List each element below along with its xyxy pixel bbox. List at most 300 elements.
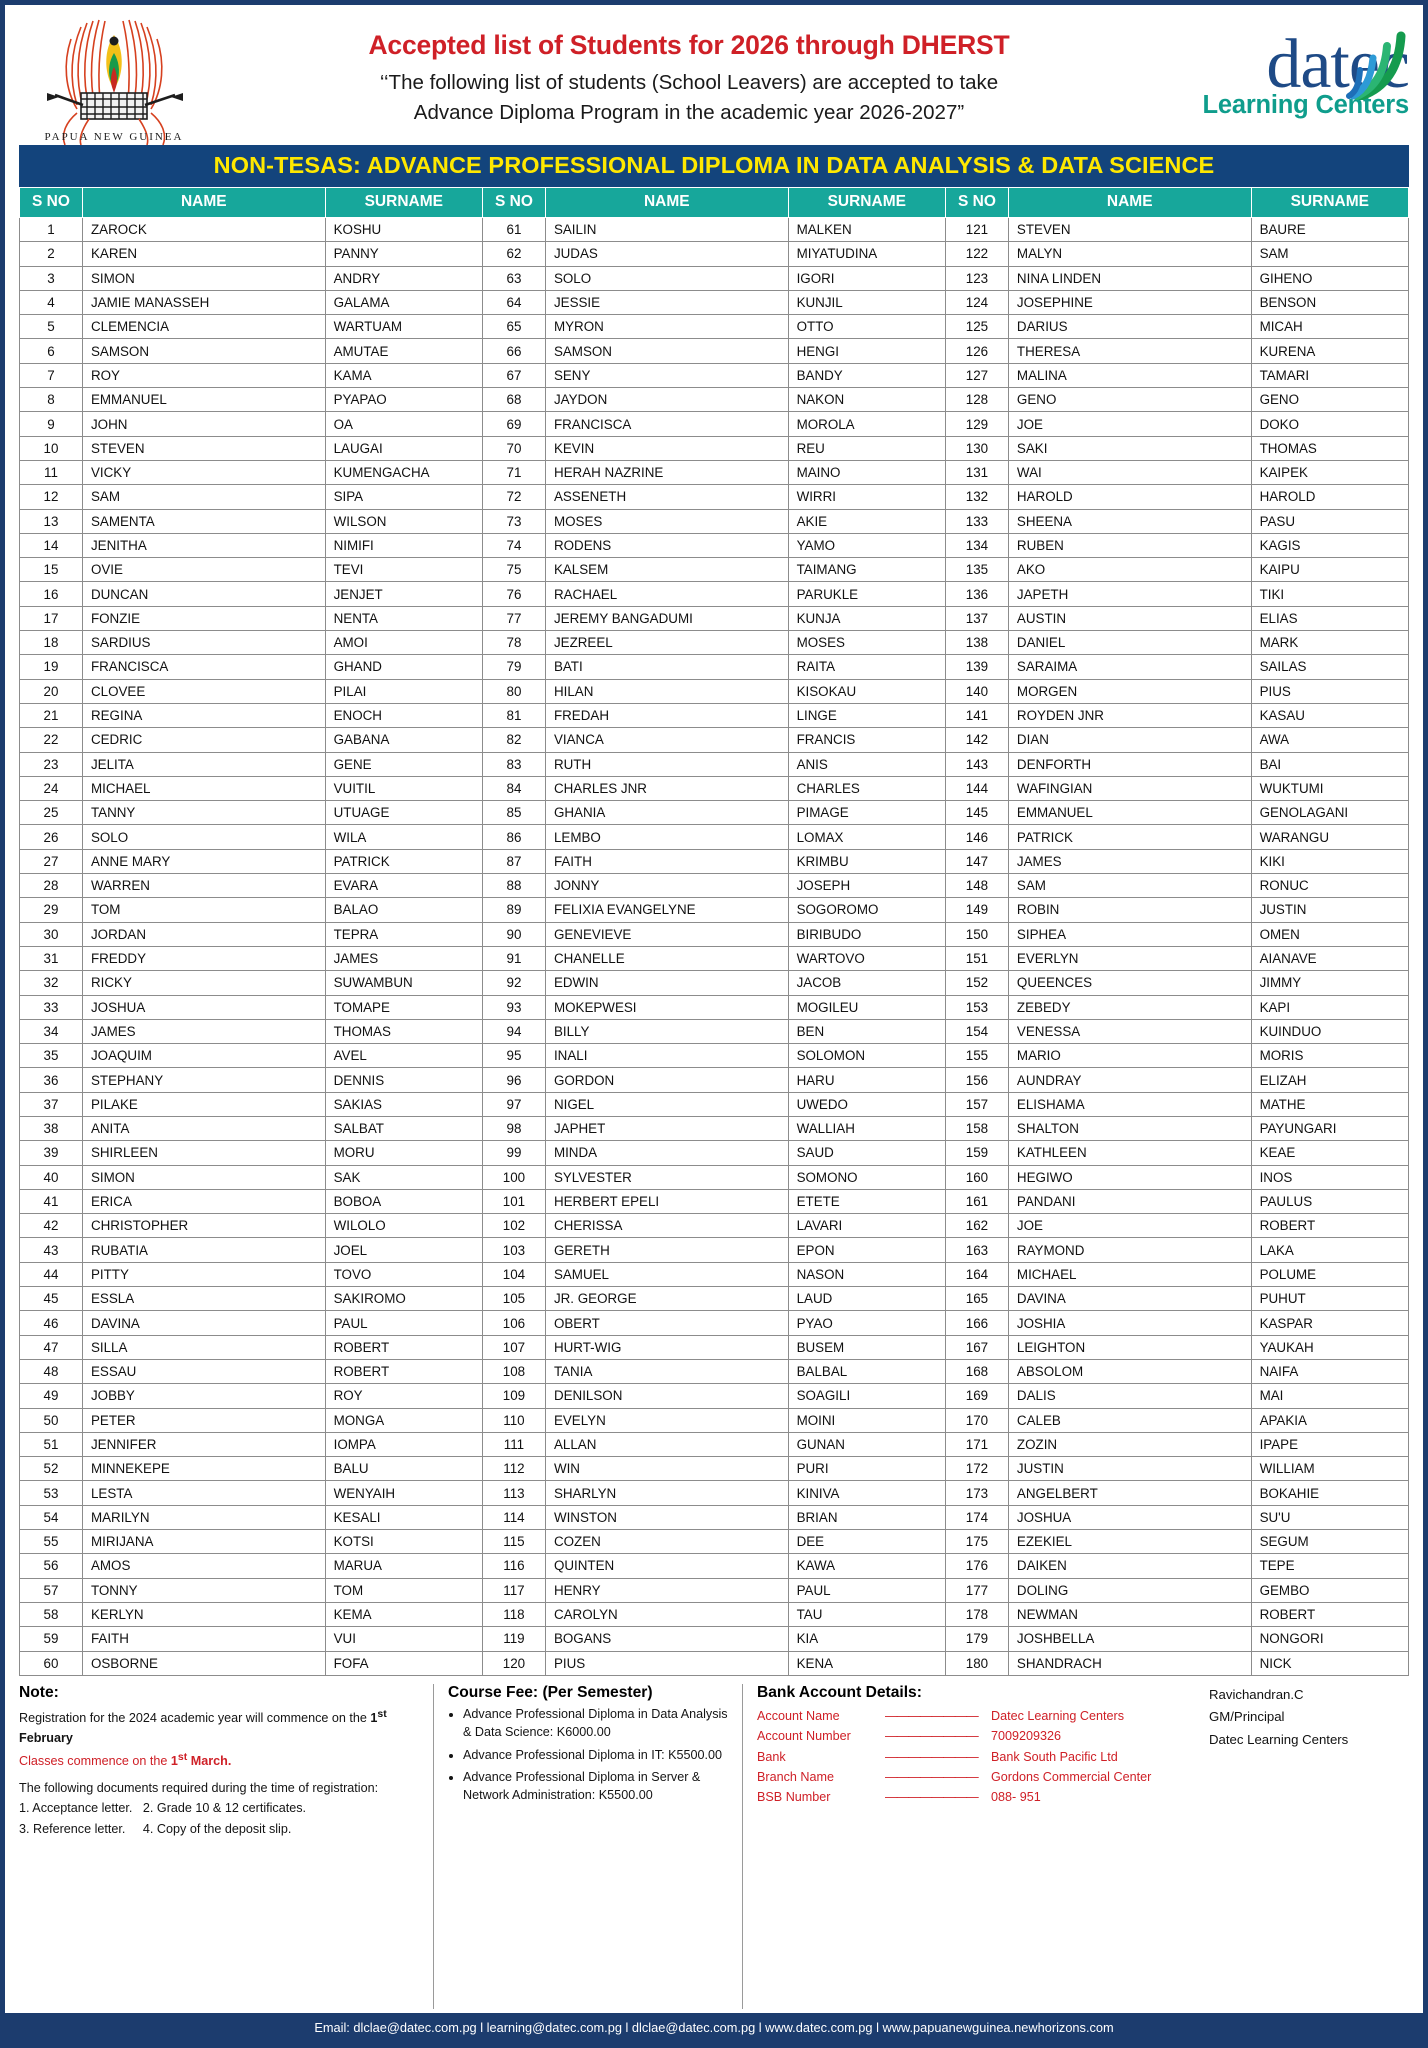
cell-sno: 160 bbox=[945, 1165, 1008, 1189]
roster-section bbox=[5, 145, 1423, 1676]
cell-sno: 33 bbox=[20, 995, 83, 1019]
cell-name: HEGIWO bbox=[1008, 1165, 1251, 1189]
cell-name: SIMON bbox=[82, 1165, 325, 1189]
table-row bbox=[20, 1141, 1409, 1165]
course-fee-list bbox=[448, 1706, 728, 1805]
table-row bbox=[20, 582, 1409, 606]
column-header-3: S NO bbox=[482, 188, 545, 218]
cell-sno: 167 bbox=[945, 1335, 1008, 1359]
cell-name: MOKEPWESI bbox=[545, 995, 788, 1019]
cell-sno: 43 bbox=[20, 1238, 83, 1262]
cell-name: SYLVESTER bbox=[545, 1165, 788, 1189]
column-header-0: S NO bbox=[20, 188, 83, 218]
cell-sno: 126 bbox=[945, 339, 1008, 363]
table-row bbox=[20, 1384, 1409, 1408]
cell-surname: ENOCH bbox=[325, 703, 482, 727]
cell-surname: TAIMANG bbox=[788, 558, 945, 582]
cell-surname: KINIVA bbox=[788, 1481, 945, 1505]
note-reg-text-b: February bbox=[19, 1730, 73, 1745]
cell-name: RUBEN bbox=[1008, 533, 1251, 557]
cell-surname: ROBERT bbox=[1251, 1602, 1408, 1626]
cell-sno: 124 bbox=[945, 290, 1008, 314]
table-row bbox=[20, 971, 1409, 995]
table-body bbox=[20, 218, 1409, 1676]
cell-surname: NIMIFI bbox=[325, 533, 482, 557]
cell-sno: 92 bbox=[482, 971, 545, 995]
cell-name: LEIGHTON bbox=[1008, 1335, 1251, 1359]
cell-sno: 86 bbox=[482, 825, 545, 849]
cell-sno: 109 bbox=[482, 1384, 545, 1408]
cell-surname: MORIS bbox=[1251, 1044, 1408, 1068]
cell-surname: ANIS bbox=[788, 752, 945, 776]
cell-sno: 6 bbox=[20, 339, 83, 363]
cell-surname: MOROLA bbox=[788, 412, 945, 436]
cell-name: MALYN bbox=[1008, 242, 1251, 266]
cell-name: ALLAN bbox=[545, 1432, 788, 1456]
cell-surname: KIKI bbox=[1251, 849, 1408, 873]
cell-name: AKO bbox=[1008, 558, 1251, 582]
note-reg-ordinal-suffix: st bbox=[377, 1707, 387, 1720]
cell-sno: 114 bbox=[482, 1505, 545, 1529]
column-header-5: SURNAME bbox=[788, 188, 945, 218]
cell-surname: KUNJA bbox=[788, 606, 945, 630]
bank-detail-row-0 bbox=[757, 1706, 1187, 1726]
cell-surname: FOFA bbox=[325, 1651, 482, 1675]
contact-bar: Email: dlclae@datec.com.pg l learning@datec.com.pg l dlclae@datec.com.pg l www.datec.com.pg l www.papuanewguinea.newhorizons.com bbox=[5, 2013, 1423, 2043]
cell-sno: 80 bbox=[482, 679, 545, 703]
cell-name: JUSTIN bbox=[1008, 1457, 1251, 1481]
cell-surname: SIPA bbox=[325, 485, 482, 509]
cell-name: KEVIN bbox=[545, 436, 788, 460]
bank-detail-label: Account Name bbox=[757, 1708, 840, 1723]
cell-surname: LAKA bbox=[1251, 1238, 1408, 1262]
cell-sno: 147 bbox=[945, 849, 1008, 873]
cell-surname: SEGUM bbox=[1251, 1530, 1408, 1554]
cell-name: RUTH bbox=[545, 752, 788, 776]
cell-name: FRANCISCA bbox=[545, 412, 788, 436]
cell-surname: NONGORI bbox=[1251, 1627, 1408, 1651]
cell-name: MYRON bbox=[545, 315, 788, 339]
table-row bbox=[20, 631, 1409, 655]
cell-sno: 137 bbox=[945, 606, 1008, 630]
table-row bbox=[20, 801, 1409, 825]
cell-surname: WILOLO bbox=[325, 1214, 482, 1238]
cell-surname: AVEL bbox=[325, 1044, 482, 1068]
cell-name: HENRY bbox=[545, 1578, 788, 1602]
cell-surname: HARU bbox=[788, 1068, 945, 1092]
cell-name: MINDA bbox=[545, 1141, 788, 1165]
cell-surname: IOMPA bbox=[325, 1432, 482, 1456]
table-row bbox=[20, 752, 1409, 776]
cell-surname: HAROLD bbox=[1251, 485, 1408, 509]
table-row bbox=[20, 1287, 1409, 1311]
cell-name: DIAN bbox=[1008, 728, 1251, 752]
cell-surname: KURENA bbox=[1251, 339, 1408, 363]
cell-surname: WILLIAM bbox=[1251, 1457, 1408, 1481]
cell-name: TOM bbox=[82, 898, 325, 922]
cell-sno: 113 bbox=[482, 1481, 545, 1505]
cell-surname: YAMO bbox=[788, 533, 945, 557]
cell-sno: 45 bbox=[20, 1287, 83, 1311]
cell-sno: 100 bbox=[482, 1165, 545, 1189]
cell-surname: KUINDUO bbox=[1251, 1019, 1408, 1043]
table-row bbox=[20, 849, 1409, 873]
cell-name: SHEENA bbox=[1008, 509, 1251, 533]
cell-surname: DEE bbox=[788, 1530, 945, 1554]
cell-surname: LAVARI bbox=[788, 1214, 945, 1238]
cell-sno: 91 bbox=[482, 946, 545, 970]
cell-sno: 159 bbox=[945, 1141, 1008, 1165]
cell-name: OVIE bbox=[82, 558, 325, 582]
cell-sno: 63 bbox=[482, 266, 545, 290]
cell-surname: NICK bbox=[1251, 1651, 1408, 1675]
cell-sno: 61 bbox=[482, 218, 545, 242]
cell-name: JEREMY BANGADUMI bbox=[545, 606, 788, 630]
cell-surname: ROBERT bbox=[1251, 1214, 1408, 1238]
note-doc-4: 4. Copy of the deposit slip. bbox=[142, 1821, 292, 1836]
cell-name: JUDAS bbox=[545, 242, 788, 266]
cell-name: ROY bbox=[82, 363, 325, 387]
program-band-title: NON-TESAS: ADVANCE PROFESSIONAL DIPLOMA IN DATA ANALYSIS & DATA SCIENCE bbox=[19, 145, 1409, 187]
cell-surname: MOSES bbox=[788, 631, 945, 655]
cell-surname: TEPRA bbox=[325, 922, 482, 946]
cell-sno: 54 bbox=[20, 1505, 83, 1529]
bank-details-column bbox=[742, 1684, 1201, 2009]
cell-name: ASSENETH bbox=[545, 485, 788, 509]
cell-sno: 155 bbox=[945, 1044, 1008, 1068]
cell-sno: 70 bbox=[482, 436, 545, 460]
cell-surname: SAM bbox=[1251, 242, 1408, 266]
cell-name: CALEB bbox=[1008, 1408, 1251, 1432]
cell-sno: 67 bbox=[482, 363, 545, 387]
cell-surname: POLUME bbox=[1251, 1262, 1408, 1286]
cell-surname: PURI bbox=[788, 1457, 945, 1481]
cell-surname: TOMAPE bbox=[325, 995, 482, 1019]
cell-name: MALINA bbox=[1008, 363, 1251, 387]
cell-surname: SALBAT bbox=[325, 1116, 482, 1140]
bank-detail-value: Bank South Pacific Ltd bbox=[991, 1749, 1118, 1764]
cell-name: PETER bbox=[82, 1408, 325, 1432]
cell-name: EDWIN bbox=[545, 971, 788, 995]
cell-sno: 120 bbox=[482, 1651, 545, 1675]
cell-sno: 111 bbox=[482, 1432, 545, 1456]
cell-name: SAMSON bbox=[545, 339, 788, 363]
cell-surname: EVARA bbox=[325, 874, 482, 898]
note-doc-2: 2. Grade 10 & 12 certificates. bbox=[142, 1801, 307, 1816]
cell-name: GORDON bbox=[545, 1068, 788, 1092]
cell-name: SHIRLEEN bbox=[82, 1141, 325, 1165]
cell-name: SOLO bbox=[545, 266, 788, 290]
cell-sno: 30 bbox=[20, 922, 83, 946]
cell-surname: PYAPAO bbox=[325, 388, 482, 412]
note-classes-line bbox=[19, 1749, 419, 1772]
cell-sno: 165 bbox=[945, 1287, 1008, 1311]
cell-sno: 164 bbox=[945, 1262, 1008, 1286]
cell-surname: APAKIA bbox=[1251, 1408, 1408, 1432]
cell-surname: TOVO bbox=[325, 1262, 482, 1286]
cell-name: CLOVEE bbox=[82, 679, 325, 703]
cell-name: FAITH bbox=[545, 849, 788, 873]
cell-sno: 105 bbox=[482, 1287, 545, 1311]
cell-name: COZEN bbox=[545, 1530, 788, 1554]
students-table bbox=[19, 187, 1409, 1676]
cell-name: PILAKE bbox=[82, 1092, 325, 1116]
cell-surname: UTUAGE bbox=[325, 801, 482, 825]
cell-name: CHARLES JNR bbox=[545, 776, 788, 800]
header-text-block bbox=[219, 27, 1159, 126]
cell-sno: 161 bbox=[945, 1189, 1008, 1213]
cell-name: AMOS bbox=[82, 1554, 325, 1578]
cell-name: RACHAEL bbox=[545, 582, 788, 606]
table-row bbox=[20, 776, 1409, 800]
cell-surname: MIYATUDINA bbox=[788, 242, 945, 266]
note-reg-ordinal-num: 1 bbox=[370, 1711, 378, 1725]
cell-surname: NAIFA bbox=[1251, 1359, 1408, 1383]
cell-surname: KAPI bbox=[1251, 995, 1408, 1019]
cell-surname: JOEL bbox=[325, 1238, 482, 1262]
note-heading: Note: bbox=[19, 1683, 59, 1701]
table-row bbox=[20, 1214, 1409, 1238]
cell-surname: IPAPE bbox=[1251, 1432, 1408, 1456]
cell-sno: 154 bbox=[945, 1019, 1008, 1043]
cell-surname: TAMARI bbox=[1251, 363, 1408, 387]
table-header-row bbox=[20, 188, 1409, 218]
cell-sno: 74 bbox=[482, 533, 545, 557]
cell-sno: 64 bbox=[482, 290, 545, 314]
table-row bbox=[20, 1335, 1409, 1359]
cell-sno: 169 bbox=[945, 1384, 1008, 1408]
cell-name: CHANELLE bbox=[545, 946, 788, 970]
note-docs-intro: The following documents required during the time of registration: bbox=[19, 1780, 379, 1795]
cell-sno: 25 bbox=[20, 801, 83, 825]
cell-surname: MORU bbox=[325, 1141, 482, 1165]
cell-surname: MONGA bbox=[325, 1408, 482, 1432]
cell-surname: RAITA bbox=[788, 655, 945, 679]
cell-name: HERAH NAZRINE bbox=[545, 460, 788, 484]
cell-sno: 157 bbox=[945, 1092, 1008, 1116]
cell-surname: SOGOROMO bbox=[788, 898, 945, 922]
cell-name: MORGEN bbox=[1008, 679, 1251, 703]
cell-name: JORDAN bbox=[82, 922, 325, 946]
cell-surname: PAULUS bbox=[1251, 1189, 1408, 1213]
table-row bbox=[20, 1432, 1409, 1456]
column-header-4: NAME bbox=[545, 188, 788, 218]
cell-name: JOSHIA bbox=[1008, 1311, 1251, 1335]
cell-sno: 14 bbox=[20, 533, 83, 557]
table-row bbox=[20, 946, 1409, 970]
cell-sno: 139 bbox=[945, 655, 1008, 679]
cell-surname: AWA bbox=[1251, 728, 1408, 752]
cell-sno: 173 bbox=[945, 1481, 1008, 1505]
cell-surname: MAI bbox=[1251, 1384, 1408, 1408]
cell-surname: CHARLES bbox=[788, 776, 945, 800]
cell-name: JOBBY bbox=[82, 1384, 325, 1408]
cell-sno: 9 bbox=[20, 412, 83, 436]
cell-surname: GHAND bbox=[325, 655, 482, 679]
bank-detail-dash: ———————— bbox=[885, 1790, 978, 1805]
bank-detail-label: BSB Number bbox=[757, 1790, 831, 1805]
cell-surname: WILSON bbox=[325, 509, 482, 533]
cell-surname: PATRICK bbox=[325, 849, 482, 873]
table-row bbox=[20, 242, 1409, 266]
bank-details-heading: Bank Account Details: bbox=[757, 1683, 922, 1701]
cell-name: JOHN bbox=[82, 412, 325, 436]
header-subtitle-line-1: ‘‘The following list of students (School Leavers) are accepted to take bbox=[379, 71, 999, 95]
note-classes-text-b: March. bbox=[187, 1754, 232, 1769]
cell-sno: 98 bbox=[482, 1116, 545, 1140]
table-row bbox=[20, 1408, 1409, 1432]
table-row bbox=[20, 874, 1409, 898]
cell-name: ANGELBERT bbox=[1008, 1481, 1251, 1505]
cell-surname: SAUD bbox=[788, 1141, 945, 1165]
cell-surname: VUITIL bbox=[325, 776, 482, 800]
cell-surname: MARK bbox=[1251, 631, 1408, 655]
cell-name: JESSIE bbox=[545, 290, 788, 314]
cell-sno: 110 bbox=[482, 1408, 545, 1432]
cell-surname: WARTOVO bbox=[788, 946, 945, 970]
cell-name: TANIA bbox=[545, 1359, 788, 1383]
cell-name: SHALTON bbox=[1008, 1116, 1251, 1140]
cell-name: SIMON bbox=[82, 266, 325, 290]
bank-detail-label: Bank bbox=[757, 1749, 786, 1764]
table-row bbox=[20, 1651, 1409, 1675]
cell-name: HAROLD bbox=[1008, 485, 1251, 509]
cell-sno: 16 bbox=[20, 582, 83, 606]
cell-sno: 102 bbox=[482, 1214, 545, 1238]
poster-header bbox=[5, 5, 1423, 145]
cell-name: ROYDEN JNR bbox=[1008, 703, 1251, 727]
cell-sno: 28 bbox=[20, 874, 83, 898]
cell-sno: 131 bbox=[945, 460, 1008, 484]
cell-sno: 52 bbox=[20, 1457, 83, 1481]
cell-sno: 26 bbox=[20, 825, 83, 849]
cell-name: MARIO bbox=[1008, 1044, 1251, 1068]
cell-sno: 36 bbox=[20, 1068, 83, 1092]
cell-surname: PANNY bbox=[325, 242, 482, 266]
table-row bbox=[20, 1189, 1409, 1213]
cell-name: CHRISTOPHER bbox=[82, 1214, 325, 1238]
cell-name: RAYMOND bbox=[1008, 1238, 1251, 1262]
cell-name: STEVEN bbox=[1008, 218, 1251, 242]
cell-surname: JUSTIN bbox=[1251, 898, 1408, 922]
cell-sno: 150 bbox=[945, 922, 1008, 946]
cell-sno: 7 bbox=[20, 363, 83, 387]
cell-sno: 99 bbox=[482, 1141, 545, 1165]
cell-surname: MARUA bbox=[325, 1554, 482, 1578]
cell-surname: AKIE bbox=[788, 509, 945, 533]
cell-surname: THOMAS bbox=[325, 1019, 482, 1043]
cell-surname: LOMAX bbox=[788, 825, 945, 849]
cell-surname: BOKAHIE bbox=[1251, 1481, 1408, 1505]
cell-surname: JOSEPH bbox=[788, 874, 945, 898]
note-docs-row-2 bbox=[19, 1820, 419, 1840]
wifi-signal-icon bbox=[1341, 30, 1413, 100]
cell-name: JOSHUA bbox=[1008, 1505, 1251, 1529]
cell-name: ELISHAMA bbox=[1008, 1092, 1251, 1116]
cell-sno: 5 bbox=[20, 315, 83, 339]
cell-name: SILLA bbox=[82, 1335, 325, 1359]
cell-surname: WENYAIH bbox=[325, 1481, 482, 1505]
cell-sno: 29 bbox=[20, 898, 83, 922]
cell-surname: BALAO bbox=[325, 898, 482, 922]
bank-detail-label: Account Number bbox=[757, 1729, 851, 1744]
table-row bbox=[20, 995, 1409, 1019]
cell-sno: 101 bbox=[482, 1189, 545, 1213]
cell-sno: 77 bbox=[482, 606, 545, 630]
cell-sno: 2 bbox=[20, 242, 83, 266]
cell-name: FREDDY bbox=[82, 946, 325, 970]
table-row bbox=[20, 1457, 1409, 1481]
cell-surname: KEAE bbox=[1251, 1141, 1408, 1165]
cell-sno: 83 bbox=[482, 752, 545, 776]
cell-sno: 88 bbox=[482, 874, 545, 898]
cell-sno: 34 bbox=[20, 1019, 83, 1043]
cell-surname: TAU bbox=[788, 1602, 945, 1626]
cell-sno: 49 bbox=[20, 1384, 83, 1408]
cell-name: ZOZIN bbox=[1008, 1432, 1251, 1456]
table-row bbox=[20, 1627, 1409, 1651]
cell-sno: 129 bbox=[945, 412, 1008, 436]
cell-name: DALIS bbox=[1008, 1384, 1251, 1408]
cell-surname: LAUD bbox=[788, 1287, 945, 1311]
table-row bbox=[20, 1068, 1409, 1092]
cell-name: CHERISSA bbox=[545, 1214, 788, 1238]
column-header-1: NAME bbox=[82, 188, 325, 218]
cell-name: DENILSON bbox=[545, 1384, 788, 1408]
cell-sno: 166 bbox=[945, 1311, 1008, 1335]
bank-detail-dash: ———————— bbox=[885, 1708, 978, 1723]
cell-name: ESSLA bbox=[82, 1287, 325, 1311]
cell-sno: 48 bbox=[20, 1359, 83, 1383]
cell-name: DARIUS bbox=[1008, 315, 1251, 339]
note-classes-ordinal-num: 1 bbox=[170, 1754, 178, 1769]
cell-surname: KASAU bbox=[1251, 703, 1408, 727]
cell-sno: 122 bbox=[945, 242, 1008, 266]
table-row bbox=[20, 1602, 1409, 1626]
cell-name: ZEBEDY bbox=[1008, 995, 1251, 1019]
cell-name: STEVEN bbox=[82, 436, 325, 460]
cell-name: PATRICK bbox=[1008, 825, 1251, 849]
table-row bbox=[20, 315, 1409, 339]
course-fee-item-1: • Advance Professional Diploma in IT: K5500.00 bbox=[463, 1747, 728, 1765]
column-header-8: SURNAME bbox=[1251, 188, 1408, 218]
cell-sno: 123 bbox=[945, 266, 1008, 290]
cell-sno: 57 bbox=[20, 1578, 83, 1602]
table-row bbox=[20, 1554, 1409, 1578]
cell-name: FREDAH bbox=[545, 703, 788, 727]
table-row bbox=[20, 558, 1409, 582]
cell-sno: 162 bbox=[945, 1214, 1008, 1238]
cell-sno: 35 bbox=[20, 1044, 83, 1068]
cell-sno: 19 bbox=[20, 655, 83, 679]
cell-surname: THOMAS bbox=[1251, 436, 1408, 460]
cell-surname: DENNIS bbox=[325, 1068, 482, 1092]
cell-name: JAMES bbox=[1008, 849, 1251, 873]
note-doc-1: 1. Acceptance letter. bbox=[19, 1801, 133, 1816]
cell-surname: LINGE bbox=[788, 703, 945, 727]
cell-surname: GENO bbox=[1251, 388, 1408, 412]
cell-sno: 22 bbox=[20, 728, 83, 752]
cell-sno: 65 bbox=[482, 315, 545, 339]
cell-surname: TIKI bbox=[1251, 582, 1408, 606]
cell-surname: KAGIS bbox=[1251, 533, 1408, 557]
cell-sno: 50 bbox=[20, 1408, 83, 1432]
cell-sno: 3 bbox=[20, 266, 83, 290]
cell-surname: BAI bbox=[1251, 752, 1408, 776]
cell-surname: ROY bbox=[325, 1384, 482, 1408]
signer-column bbox=[1201, 1684, 1409, 2009]
cell-surname: GUNAN bbox=[788, 1432, 945, 1456]
